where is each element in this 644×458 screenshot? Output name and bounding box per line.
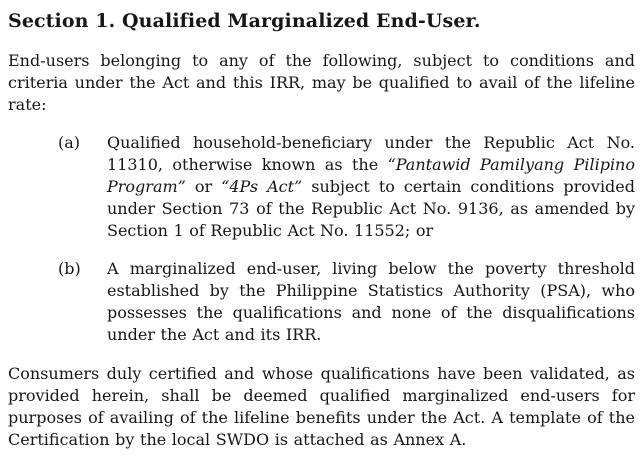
list-item-b bbox=[8, 258, 635, 346]
text-segment: A marginalized end-user, living below the poverty threshold established by the Philippine Statistics Authority (PSA), who possesses the qualifications and none of the disqualifications under the Act and its IRR. bbox=[107, 259, 635, 344]
text-segment: or bbox=[185, 177, 222, 196]
text-segment: Qualified household-beneficiary under the Republic Act No. 11310, otherwise known as the bbox=[107, 133, 635, 174]
list-marker-b: (b) bbox=[58, 259, 81, 278]
list-item-b-text bbox=[107, 258, 635, 346]
section-heading: Section 1. Qualified Marginalized End-User. bbox=[8, 10, 481, 32]
text-segment: subject to certain conditions provided under Section 73 of the Republic Act No. 9136, as amended by Section 1 of Republic Act No. 11552; or bbox=[107, 177, 636, 240]
list-item-a-text bbox=[107, 132, 635, 242]
list-marker-a: (a) bbox=[58, 133, 81, 152]
text-segment-italic-pantawid: “Pantawid Pamilyang Pilipino Program” bbox=[107, 155, 635, 196]
text-segment-italic-4ps-act: “4Ps Act” bbox=[221, 177, 303, 196]
intro-paragraph: End-users belonging to any of the following, subject to conditions and criteria under the Act and this IRR, may be qualified to avail of the lifeline rate: bbox=[8, 51, 635, 114]
closing-paragraph: Consumers duly certified and whose qualifications have been validated, as provided herein, shall be deemed qualified marginalized end-users for purposes of availing of the lifeline benefits under the Act. A template of the Certification by the local SWDO is attached as Annex A. bbox=[8, 364, 635, 449]
list-item-a bbox=[8, 132, 635, 242]
